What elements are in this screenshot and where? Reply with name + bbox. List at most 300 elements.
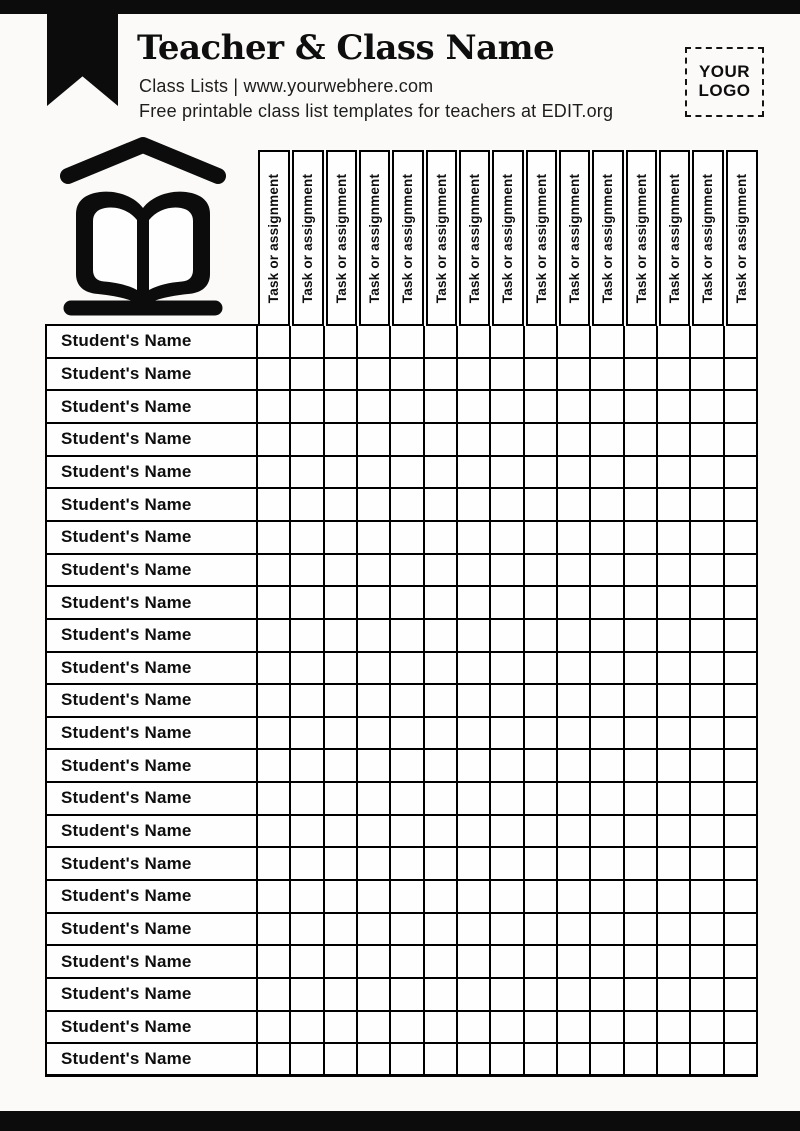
grid-cell[interactable] (691, 653, 724, 686)
grid-cell[interactable] (391, 326, 424, 359)
grid-cell[interactable] (391, 555, 424, 588)
grid-cell[interactable] (358, 979, 391, 1012)
grid-cell[interactable] (691, 555, 724, 588)
grid-cell[interactable] (725, 653, 758, 686)
grid-cell[interactable] (525, 685, 558, 718)
grid-cell[interactable] (358, 881, 391, 914)
grid-cell[interactable] (291, 457, 324, 490)
grid-cell[interactable] (658, 391, 691, 424)
grid-cell[interactable] (425, 718, 458, 751)
grid-cell[interactable] (558, 620, 591, 653)
grid-cell[interactable] (425, 946, 458, 979)
grid-cell[interactable] (325, 816, 358, 849)
grid-cell[interactable] (491, 587, 524, 620)
grid-cell[interactable] (625, 587, 658, 620)
grid-cell[interactable] (591, 587, 624, 620)
grid-cell[interactable] (391, 457, 424, 490)
grid-cell[interactable] (258, 457, 291, 490)
grid-cell[interactable] (291, 359, 324, 392)
grid-cell[interactable] (325, 685, 358, 718)
task-column-header[interactable] (425, 150, 458, 326)
grid-cell[interactable] (291, 1012, 324, 1045)
grid-cell[interactable] (525, 718, 558, 751)
grid-cell[interactable] (525, 326, 558, 359)
grid-cell[interactable] (625, 718, 658, 751)
grid-cell[interactable] (458, 424, 491, 457)
grid-cell[interactable] (258, 783, 291, 816)
grid-cell[interactable] (358, 1044, 391, 1077)
grid-cell[interactable] (258, 881, 291, 914)
grid-cell[interactable] (458, 979, 491, 1012)
grid-cell[interactable] (725, 718, 758, 751)
grid-cell[interactable] (625, 457, 658, 490)
grid-cell[interactable] (325, 946, 358, 979)
grid-cell[interactable] (491, 816, 524, 849)
grid-cell[interactable] (591, 457, 624, 490)
grid-cell[interactable] (591, 489, 624, 522)
grid-cell[interactable] (358, 424, 391, 457)
grid-cell[interactable] (625, 620, 658, 653)
student-name-cell[interactable]: Student's Name (45, 979, 258, 1012)
grid-cell[interactable] (491, 457, 524, 490)
grid-cell[interactable] (725, 326, 758, 359)
grid-cell[interactable] (658, 848, 691, 881)
grid-cell[interactable] (325, 750, 358, 783)
grid-cell[interactable] (558, 424, 591, 457)
grid-cell[interactable] (258, 653, 291, 686)
grid-cell[interactable] (725, 750, 758, 783)
grid-cell[interactable] (691, 848, 724, 881)
student-name-cell[interactable]: Student's Name (45, 653, 258, 686)
grid-cell[interactable] (591, 979, 624, 1012)
grid-cell[interactable] (658, 718, 691, 751)
grid-cell[interactable] (591, 816, 624, 849)
grid-cell[interactable] (258, 816, 291, 849)
grid-cell[interactable] (491, 424, 524, 457)
grid-cell[interactable] (358, 848, 391, 881)
grid-cell[interactable] (325, 359, 358, 392)
grid-cell[interactable] (491, 555, 524, 588)
grid-cell[interactable] (291, 326, 324, 359)
task-column-header[interactable] (391, 150, 424, 326)
student-name-cell[interactable]: Student's Name (45, 718, 258, 751)
grid-cell[interactable] (391, 391, 424, 424)
grid-cell[interactable] (491, 685, 524, 718)
grid-cell[interactable] (658, 522, 691, 555)
student-name-cell[interactable]: Student's Name (45, 326, 258, 359)
grid-cell[interactable] (291, 881, 324, 914)
grid-cell[interactable] (425, 587, 458, 620)
grid-cell[interactable] (525, 979, 558, 1012)
grid-cell[interactable] (325, 653, 358, 686)
grid-cell[interactable] (358, 522, 391, 555)
grid-cell[interactable] (691, 881, 724, 914)
grid-cell[interactable] (291, 391, 324, 424)
grid-cell[interactable] (425, 555, 458, 588)
grid-cell[interactable] (358, 750, 391, 783)
grid-cell[interactable] (725, 620, 758, 653)
grid-cell[interactable] (591, 914, 624, 947)
grid-cell[interactable] (425, 979, 458, 1012)
task-column-header[interactable] (691, 150, 724, 326)
grid-cell[interactable] (358, 816, 391, 849)
grid-cell[interactable] (258, 587, 291, 620)
grid-cell[interactable] (325, 522, 358, 555)
grid-cell[interactable] (291, 783, 324, 816)
grid-cell[interactable] (658, 816, 691, 849)
grid-cell[interactable] (458, 881, 491, 914)
student-name-cell[interactable]: Student's Name (45, 685, 258, 718)
grid-cell[interactable] (491, 750, 524, 783)
grid-cell[interactable] (625, 816, 658, 849)
grid-cell[interactable] (558, 685, 591, 718)
grid-cell[interactable] (325, 1012, 358, 1045)
grid-cell[interactable] (558, 914, 591, 947)
grid-cell[interactable] (591, 522, 624, 555)
grid-cell[interactable] (358, 685, 391, 718)
student-name-cell[interactable]: Student's Name (45, 555, 258, 588)
grid-cell[interactable] (558, 979, 591, 1012)
grid-cell[interactable] (625, 914, 658, 947)
grid-cell[interactable] (258, 424, 291, 457)
grid-cell[interactable] (291, 979, 324, 1012)
grid-cell[interactable] (358, 783, 391, 816)
grid-cell[interactable] (691, 946, 724, 979)
grid-cell[interactable] (425, 620, 458, 653)
task-column-header[interactable] (725, 150, 758, 326)
grid-cell[interactable] (558, 1012, 591, 1045)
task-column-header[interactable] (658, 150, 691, 326)
grid-cell[interactable] (291, 718, 324, 751)
grid-cell[interactable] (491, 848, 524, 881)
grid-cell[interactable] (258, 1044, 291, 1077)
grid-cell[interactable] (358, 653, 391, 686)
grid-cell[interactable] (591, 848, 624, 881)
grid-cell[interactable] (391, 587, 424, 620)
student-name-cell[interactable]: Student's Name (45, 1012, 258, 1045)
student-name-cell[interactable]: Student's Name (45, 783, 258, 816)
grid-cell[interactable] (391, 979, 424, 1012)
grid-cell[interactable] (625, 1044, 658, 1077)
grid-cell[interactable] (691, 620, 724, 653)
grid-cell[interactable] (458, 489, 491, 522)
grid-cell[interactable] (458, 522, 491, 555)
grid-cell[interactable] (358, 620, 391, 653)
grid-cell[interactable] (591, 424, 624, 457)
grid-cell[interactable] (558, 391, 591, 424)
grid-cell[interactable] (258, 326, 291, 359)
grid-cell[interactable] (291, 620, 324, 653)
grid-cell[interactable] (425, 914, 458, 947)
grid-cell[interactable] (525, 1012, 558, 1045)
grid-cell[interactable] (558, 1044, 591, 1077)
grid-cell[interactable] (725, 555, 758, 588)
grid-cell[interactable] (725, 489, 758, 522)
grid-cell[interactable] (391, 914, 424, 947)
grid-cell[interactable] (325, 620, 358, 653)
grid-cell[interactable] (458, 391, 491, 424)
grid-cell[interactable] (525, 653, 558, 686)
task-column-header[interactable] (625, 150, 658, 326)
grid-cell[interactable] (558, 489, 591, 522)
grid-cell[interactable] (525, 555, 558, 588)
grid-cell[interactable] (558, 457, 591, 490)
grid-cell[interactable] (658, 881, 691, 914)
student-name-cell[interactable]: Student's Name (45, 848, 258, 881)
grid-cell[interactable] (725, 848, 758, 881)
grid-cell[interactable] (391, 750, 424, 783)
grid-cell[interactable] (258, 359, 291, 392)
grid-cell[interactable] (258, 489, 291, 522)
grid-cell[interactable] (591, 620, 624, 653)
grid-cell[interactable] (258, 750, 291, 783)
grid-cell[interactable] (591, 1044, 624, 1077)
grid-cell[interactable] (425, 522, 458, 555)
grid-cell[interactable] (625, 881, 658, 914)
grid-cell[interactable] (291, 685, 324, 718)
grid-cell[interactable] (358, 914, 391, 947)
grid-cell[interactable] (725, 946, 758, 979)
grid-cell[interactable] (525, 946, 558, 979)
grid-cell[interactable] (258, 555, 291, 588)
grid-cell[interactable] (325, 914, 358, 947)
grid-cell[interactable] (625, 946, 658, 979)
grid-cell[interactable] (491, 326, 524, 359)
grid-cell[interactable] (725, 457, 758, 490)
grid-cell[interactable] (425, 457, 458, 490)
grid-cell[interactable] (258, 946, 291, 979)
grid-cell[interactable] (625, 979, 658, 1012)
grid-cell[interactable] (258, 522, 291, 555)
grid-cell[interactable] (291, 946, 324, 979)
grid-cell[interactable] (591, 359, 624, 392)
grid-cell[interactable] (658, 587, 691, 620)
grid-cell[interactable] (658, 620, 691, 653)
task-column-header[interactable] (591, 150, 624, 326)
grid-cell[interactable] (425, 359, 458, 392)
grid-cell[interactable] (558, 848, 591, 881)
grid-cell[interactable] (491, 914, 524, 947)
grid-cell[interactable] (691, 489, 724, 522)
grid-cell[interactable] (491, 979, 524, 1012)
grid-cell[interactable] (691, 979, 724, 1012)
grid-cell[interactable] (658, 424, 691, 457)
grid-cell[interactable] (591, 555, 624, 588)
grid-cell[interactable] (525, 750, 558, 783)
grid-cell[interactable] (591, 946, 624, 979)
grid-cell[interactable] (558, 587, 591, 620)
grid-cell[interactable] (325, 424, 358, 457)
task-column-header[interactable] (258, 150, 291, 326)
student-name-cell[interactable]: Student's Name (45, 489, 258, 522)
student-name-cell[interactable]: Student's Name (45, 1044, 258, 1077)
grid-cell[interactable] (391, 522, 424, 555)
grid-cell[interactable] (425, 326, 458, 359)
grid-cell[interactable] (625, 653, 658, 686)
grid-cell[interactable] (358, 326, 391, 359)
grid-cell[interactable] (658, 750, 691, 783)
grid-cell[interactable] (325, 457, 358, 490)
grid-cell[interactable] (491, 489, 524, 522)
grid-cell[interactable] (691, 783, 724, 816)
grid-cell[interactable] (358, 359, 391, 392)
grid-cell[interactable] (625, 848, 658, 881)
grid-cell[interactable] (258, 718, 291, 751)
grid-cell[interactable] (391, 1012, 424, 1045)
grid-cell[interactable] (425, 391, 458, 424)
student-name-cell[interactable]: Student's Name (45, 946, 258, 979)
grid-cell[interactable] (425, 489, 458, 522)
task-column-header[interactable] (558, 150, 591, 326)
grid-cell[interactable] (658, 914, 691, 947)
grid-cell[interactable] (725, 391, 758, 424)
grid-cell[interactable] (258, 914, 291, 947)
grid-cell[interactable] (491, 946, 524, 979)
grid-cell[interactable] (625, 1012, 658, 1045)
grid-cell[interactable] (725, 914, 758, 947)
grid-cell[interactable] (458, 783, 491, 816)
grid-cell[interactable] (625, 555, 658, 588)
grid-cell[interactable] (258, 685, 291, 718)
grid-cell[interactable] (425, 750, 458, 783)
grid-cell[interactable] (625, 424, 658, 457)
grid-cell[interactable] (291, 816, 324, 849)
grid-cell[interactable] (458, 946, 491, 979)
grid-cell[interactable] (525, 881, 558, 914)
grid-cell[interactable] (658, 359, 691, 392)
grid-cell[interactable] (725, 1012, 758, 1045)
grid-cell[interactable] (591, 653, 624, 686)
grid-cell[interactable] (625, 326, 658, 359)
grid-cell[interactable] (725, 783, 758, 816)
student-name-cell[interactable]: Student's Name (45, 587, 258, 620)
grid-cell[interactable] (325, 391, 358, 424)
grid-cell[interactable] (458, 1044, 491, 1077)
grid-cell[interactable] (458, 359, 491, 392)
grid-cell[interactable] (458, 914, 491, 947)
grid-cell[interactable] (391, 783, 424, 816)
grid-cell[interactable] (291, 555, 324, 588)
grid-cell[interactable] (325, 1044, 358, 1077)
grid-cell[interactable] (491, 620, 524, 653)
grid-cell[interactable] (725, 587, 758, 620)
grid-cell[interactable] (491, 359, 524, 392)
grid-cell[interactable] (391, 816, 424, 849)
grid-cell[interactable] (458, 1012, 491, 1045)
student-name-cell[interactable]: Student's Name (45, 359, 258, 392)
grid-cell[interactable] (625, 750, 658, 783)
grid-cell[interactable] (691, 424, 724, 457)
grid-cell[interactable] (525, 424, 558, 457)
grid-cell[interactable] (458, 848, 491, 881)
grid-cell[interactable] (625, 522, 658, 555)
grid-cell[interactable] (658, 946, 691, 979)
grid-cell[interactable] (458, 620, 491, 653)
grid-cell[interactable] (358, 1012, 391, 1045)
grid-cell[interactable] (725, 685, 758, 718)
student-name-cell[interactable]: Student's Name (45, 457, 258, 490)
student-name-cell[interactable]: Student's Name (45, 914, 258, 947)
grid-cell[interactable] (291, 522, 324, 555)
grid-cell[interactable] (658, 1044, 691, 1077)
grid-cell[interactable] (725, 979, 758, 1012)
grid-cell[interactable] (591, 750, 624, 783)
grid-cell[interactable] (458, 718, 491, 751)
grid-cell[interactable] (325, 587, 358, 620)
grid-cell[interactable] (425, 1044, 458, 1077)
grid-cell[interactable] (591, 783, 624, 816)
grid-cell[interactable] (458, 750, 491, 783)
grid-cell[interactable] (458, 685, 491, 718)
grid-cell[interactable] (391, 620, 424, 653)
grid-cell[interactable] (325, 783, 358, 816)
grid-cell[interactable] (458, 326, 491, 359)
grid-cell[interactable] (525, 359, 558, 392)
grid-cell[interactable] (391, 718, 424, 751)
grid-cell[interactable] (458, 653, 491, 686)
grid-cell[interactable] (391, 946, 424, 979)
grid-cell[interactable] (691, 457, 724, 490)
grid-cell[interactable] (425, 424, 458, 457)
grid-cell[interactable] (291, 653, 324, 686)
task-column-header[interactable] (358, 150, 391, 326)
grid-cell[interactable] (558, 783, 591, 816)
student-name-cell[interactable]: Student's Name (45, 750, 258, 783)
grid-cell[interactable] (325, 326, 358, 359)
grid-cell[interactable] (591, 685, 624, 718)
grid-cell[interactable] (491, 391, 524, 424)
grid-cell[interactable] (391, 881, 424, 914)
student-name-cell[interactable]: Student's Name (45, 816, 258, 849)
grid-cell[interactable] (691, 816, 724, 849)
grid-cell[interactable] (491, 653, 524, 686)
grid-cell[interactable] (425, 653, 458, 686)
grid-cell[interactable] (258, 391, 291, 424)
grid-cell[interactable] (691, 326, 724, 359)
grid-cell[interactable] (491, 881, 524, 914)
student-name-cell[interactable]: Student's Name (45, 424, 258, 457)
grid-cell[interactable] (525, 914, 558, 947)
grid-cell[interactable] (325, 979, 358, 1012)
grid-cell[interactable] (658, 979, 691, 1012)
grid-cell[interactable] (691, 359, 724, 392)
grid-cell[interactable] (658, 489, 691, 522)
grid-cell[interactable] (425, 816, 458, 849)
grid-cell[interactable] (525, 816, 558, 849)
task-column-header[interactable] (458, 150, 491, 326)
grid-cell[interactable] (391, 685, 424, 718)
grid-cell[interactable] (625, 489, 658, 522)
grid-cell[interactable] (391, 489, 424, 522)
logo-placeholder[interactable] (685, 47, 764, 117)
grid-cell[interactable] (625, 359, 658, 392)
grid-cell[interactable] (725, 522, 758, 555)
grid-cell[interactable] (658, 783, 691, 816)
grid-cell[interactable] (291, 489, 324, 522)
grid-cell[interactable] (325, 848, 358, 881)
grid-cell[interactable] (658, 653, 691, 686)
grid-cell[interactable] (358, 391, 391, 424)
task-column-header[interactable] (325, 150, 358, 326)
grid-cell[interactable] (658, 555, 691, 588)
grid-cell[interactable] (258, 1012, 291, 1045)
grid-cell[interactable] (525, 1044, 558, 1077)
grid-cell[interactable] (558, 750, 591, 783)
grid-cell[interactable] (558, 555, 591, 588)
grid-cell[interactable] (391, 1044, 424, 1077)
grid-cell[interactable] (591, 326, 624, 359)
grid-cell[interactable] (425, 783, 458, 816)
